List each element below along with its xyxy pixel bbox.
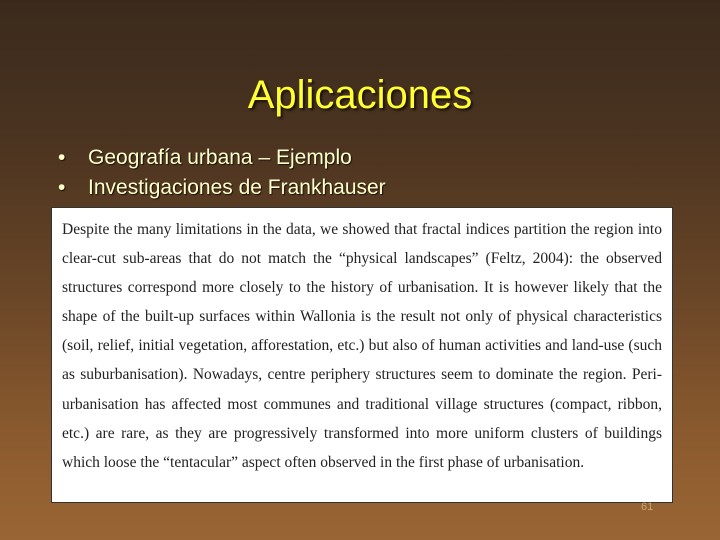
bullet-list [58, 143, 386, 203]
quoted-excerpt-box [51, 207, 673, 503]
page-number: 61 [641, 501, 654, 513]
quoted-excerpt-text: Despite the many limitations in the data, we showed that fractal indices partition the region into clear-cut sub-areas that do not match the “physical landscapes” (Feltz, 2004): the observed structures correspond more closely to the history of urbanisation. It is however likely that the shape of the built-up surfaces within Wallonia is the result not only of physical characteristics (soil, relief, initial vegetation, afforestation, etc.) but also of human activities and land-use (such as suburbanisation). Nowadays, centre periphery structures seem to dominate the region. Peri-urbanisation has affected most communes and traditional village structures (compact, ribbon, etc.) are rare, as they are progressively transformed into more uniform clusters of buildings which loose the “tentacular” aspect often observed in the first phase of urbanisation. [62, 221, 662, 471]
bullet-item [58, 143, 386, 173]
bullet-marker: • [58, 176, 66, 199]
bullet-text: Investigaciones de Frankhauser [88, 176, 386, 199]
slide-title: Aplicaciones [247, 73, 473, 117]
bullet-marker: • [58, 146, 66, 169]
bullet-item [58, 173, 386, 203]
bullet-text: Geografía urbana – Ejemplo [88, 146, 352, 169]
